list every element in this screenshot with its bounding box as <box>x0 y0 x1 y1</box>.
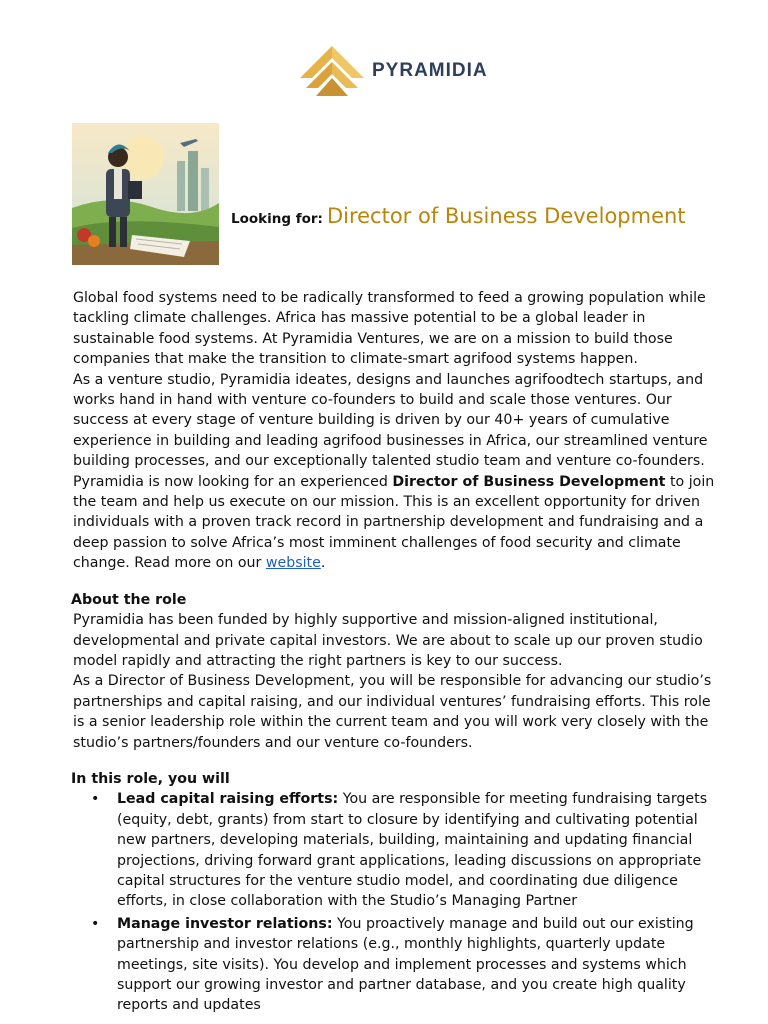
intro-paragraph-2 <box>73 370 723 574</box>
hero-illustration <box>72 123 219 265</box>
intro-end: . <box>320 555 326 572</box>
list-item-bold: Lead capital raising efforts: <box>117 791 339 808</box>
role-name-bold: Director of Business Development <box>392 473 666 490</box>
role-list <box>73 789 723 1015</box>
job-heading <box>231 204 686 228</box>
job-title: Director of Business Development <box>326 204 686 228</box>
website-link[interactable]: website <box>265 555 321 572</box>
intro-paragraph-1: Global food systems need to be radically transformed to feed a growing population while tackling climate challenges. Africa has massive potential to be a global leader in sustainable food systems. At Pyramidia Ventures, we are on a mission to build those companies that make the transition to climate-smart agrifood systems happen. <box>73 290 706 368</box>
farmer-woman-illustration-icon <box>72 123 219 265</box>
about-paragraph-1: Pyramidia has been funded by highly supportive and mission-aligned institutional, developmental and private capital investors. We are about to scale up our proven studio model rapidly and attracting the right partners is key to our success. <box>73 612 703 669</box>
list-item-text: You proactively manage and build out our existing partnership and investor relations (e.g., monthly highlights, quarterly update meetings, site visits). You develop and implement processes and systems which support our growing investor and partner database, and you create high quality reports and updates <box>117 915 694 1014</box>
list-item-text: You are responsible for meeting fundraising targets (equity, debt, grants) from start to closure by identifying and cultivating potential new partners, developing materials, building, maintaining and updating financial projections, driving forward grant applications, leading discussions on appropriate capital structures for the venture studio model, and coordinating due diligence efforts, in close collaboration with the Studio’s Managing Partner <box>117 791 708 910</box>
list-item-bold: Manage investor relations: <box>117 915 333 932</box>
looking-for-label: Looking for: <box>231 211 323 227</box>
list-item <box>117 789 723 911</box>
list-item <box>117 914 723 1016</box>
intro-text-a: As a venture studio, Pyramidia ideates, designs and launches agrifoodtech startups, and works hand in hand with venture co-founders to build and scale those ventures. Our success at every stage of venture building is driven by our 40+ years of cumulative experience in building and leading agrifood businesses in Africa, our streamlined venture building processes, and our exceptionally talented studio team and venture co-founders. Pyramidia is now looking for an experienced <box>73 371 708 490</box>
logo-text: PYRAMIDIA <box>372 60 488 81</box>
about-section-title: About the role <box>71 591 187 608</box>
about-paragraph-2: As a Director of Business Development, you will be responsible for advancing our studio’s partnerships and capital raising, and our individual ventures’ fundraising efforts. This role is a senior leadership role within the current team and you will work very closely with the studio’s partners/founders and our venture co-founders. <box>73 673 712 751</box>
company-logo <box>298 44 498 98</box>
role-section-title: In this role, you will <box>71 770 230 787</box>
pyramid-logo-icon <box>298 44 366 98</box>
intro-text-b: to join the team and help us execute on our mission. This is an excellent opportunity for driven individuals with a proven track record in partnership development and fundraising and a deep passion to solve Africa’s most imminent challenges of food security and climate change. Read more on our <box>73 473 715 572</box>
document-body <box>73 288 723 1018</box>
